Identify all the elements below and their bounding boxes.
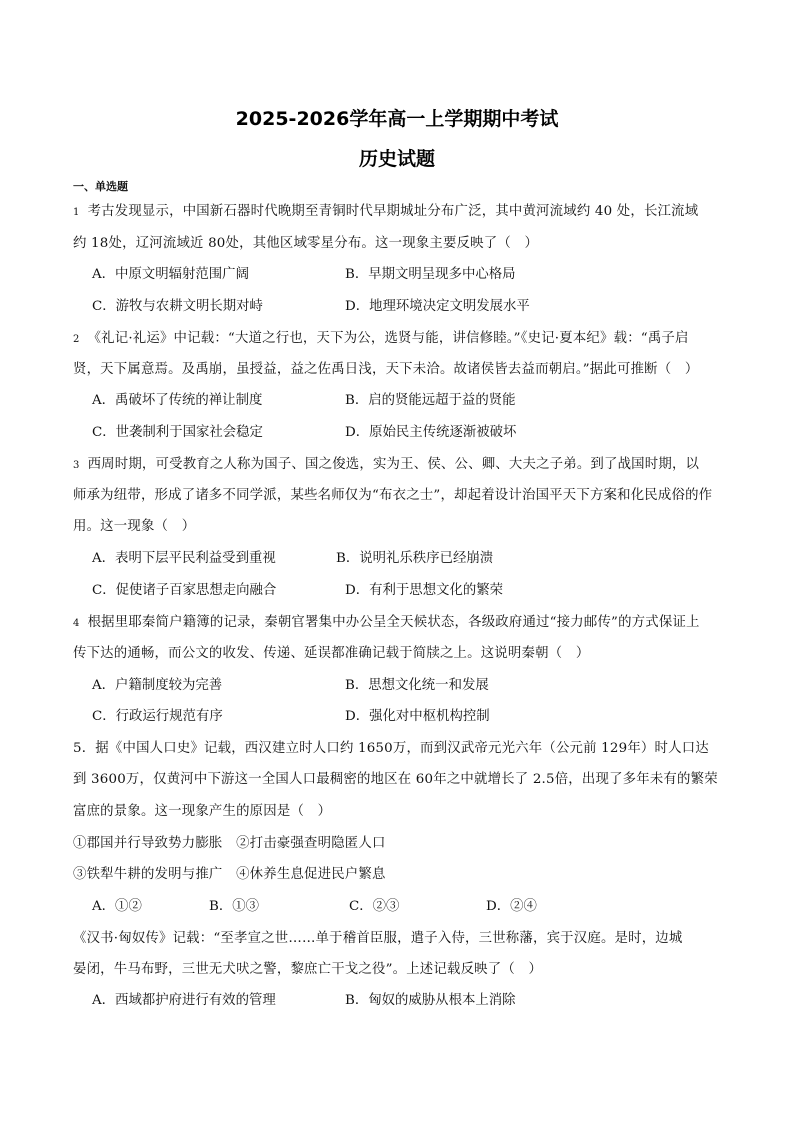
question-number: 4 <box>73 618 80 629</box>
question-number: 2 <box>73 334 80 345</box>
question-1-option-b: B．早期文明呈现多中心格局 <box>345 267 516 282</box>
question-2-line-1: 2 《礼记·礼运》中记载：“大道之行也，天下为公，选贤与能，讲信修睦。”《史记·夏本纪》载：“禹子启 <box>73 331 689 346</box>
section-heading: 一、单选题 <box>73 180 128 193</box>
question-number: 3 <box>73 460 80 471</box>
question-1-line-1: 1 考古发现显示，中国新石器时代晚期至青铜时代早期城址分布广泛，其中黄河流域约 40 处，长江流域 <box>73 204 699 219</box>
question-4-option-a: A．户籍制度较为完善 <box>92 678 223 693</box>
question-3-option-d: D．有利于思想文化的繁荣 <box>345 583 504 598</box>
question-5-option-c: C．②③ <box>349 899 400 914</box>
question-2-option-d: D．原始民主传统逐渐被破坏 <box>345 425 517 440</box>
question-1-option-a: A．中原文明辐射范围广阔 <box>92 267 249 282</box>
question-4-line-1: 4 根据里耶秦简户籍簿的记录，秦朝官署集中办公呈全天候状态，各级政府通过“接力邮传”的方式保证上 <box>73 615 700 630</box>
question-1-line-2: 约 18处，辽河流域近 80处，其他区域零星分布。这一现象主要反映了（ ） <box>73 236 539 251</box>
question-3-line-2: 师承为纽带，形成了诸多不同学派，某些名师仅为“布衣之士”，却起着设计治国平天下方案和化民成俗的作 <box>73 488 713 503</box>
question-2-option-b: B．启的贤能远超于益的贤能 <box>345 393 516 408</box>
question-5-line-3: 富庶的景象。这一现象产生的原因是（ ） <box>73 804 332 819</box>
question-5-option-d: D．②④ <box>486 899 537 914</box>
question-5-line-2: 到 3600万，仅黄河中下游这一全国人口最稠密的地区在 60年之中就增长了 2.5倍，出现了多年未有的繁荣 <box>73 772 718 787</box>
question-5-item-2: ③铁犁牛耕的发明与推广 ④休养生息促进民户繁息 <box>73 867 386 882</box>
question-5-option-b: B．①③ <box>209 899 260 914</box>
question-2-line-2: 贤，天下属意焉。及禹崩，虽授益，益之佐禹日浅，天下未洽。故诸侯皆去益而朝启。”据此可推断（ ） <box>73 362 699 377</box>
question-2-option-c: C．世袭制利于国家社会稳定 <box>92 425 263 440</box>
question-4-option-d: D．强化对中枢机构控制 <box>345 709 490 724</box>
question-4-line-2: 传下达的通畅，而公文的收发、传递、延误都准确记载于简牍之上。这说明秦朝（ ） <box>73 646 590 661</box>
question-6-option-b: B．匈奴的威胁从根本上消除 <box>345 993 516 1008</box>
question-number: 1 <box>73 207 80 218</box>
question-4-option-c: C．行政运行规范有序 <box>92 709 223 724</box>
question-6-option-a: A．西域都护府进行有效的管理 <box>92 993 276 1008</box>
exam-title: 2025-2026学年高一上学期期中考试 <box>235 108 559 130</box>
question-6-line-1: 《汉书·匈奴传》记载：“至孝宣之世……单于稽首臣服，遣子入侍，三世称藩，宾于汉庭。是时，边城 <box>73 931 683 946</box>
question-3-option-a: A．表明下层平民利益受到重视 <box>92 551 276 566</box>
question-5-option-a: A．①② <box>92 899 142 914</box>
question-5-line-1: 5．据《中国人口史》记载，西汉建立时人口约 1650万，而到汉武帝元光六年（公元前 129年）时人口达 <box>73 741 709 756</box>
question-4-option-b: B．思想文化统一和发展 <box>345 678 489 693</box>
question-2-option-a: A．禹破坏了传统的禅让制度 <box>92 393 263 408</box>
question-1-option-d: D．地理环境决定文明发展水平 <box>345 299 530 314</box>
question-3-option-c: C．促使诸子百家思想走向融合 <box>92 583 277 598</box>
question-3-line-1: 3 西周时期，可受教育之人称为国子、国之俊选，实为王、侯、公、卿、大夫之子弟。到了战国时期，以 <box>73 457 700 472</box>
question-1-option-c: C．游牧与农耕文明长期对峙 <box>92 299 263 314</box>
question-6-line-2: 晏闭，牛马布野，三世无犬吠之警，黎庶亡干戈之役”。上述记载反映了（ ） <box>73 962 543 977</box>
question-5-item-1: ①郡国并行导致势力膨胀 ②打击豪强查明隐匿人口 <box>73 836 386 851</box>
question-3-line-3: 用。这一现象（ ） <box>73 519 196 534</box>
exam-subject: 历史试题 <box>358 148 435 170</box>
question-3-option-b: B．说明礼乐秩序已经崩溃 <box>336 551 494 566</box>
